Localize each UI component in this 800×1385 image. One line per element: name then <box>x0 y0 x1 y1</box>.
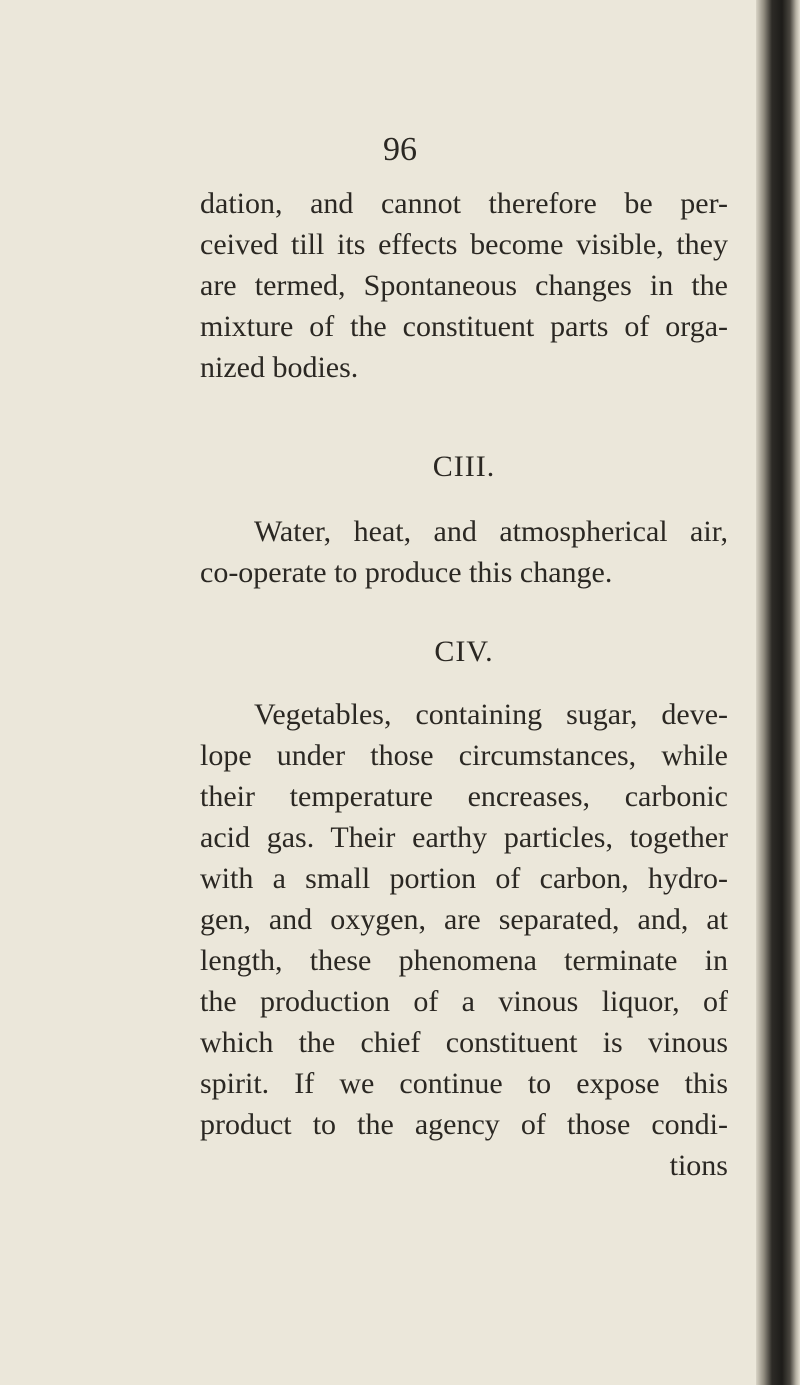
section-heading-civ: CIV. <box>434 635 494 668</box>
section-heading-ciii: CIII. <box>432 450 496 483</box>
text-line: Water, heat, and atmospherical air, <box>254 515 728 548</box>
catchword: tions <box>669 1149 728 1182</box>
text-line: acid gas. Their earthy particles, together <box>200 821 728 854</box>
text-line: spirit. If we continue to expose this <box>200 1067 728 1100</box>
text-line: length, these phenomena terminate in <box>200 944 728 977</box>
text-line: product to the agency of those condi- <box>200 1108 728 1141</box>
text-line: ceived till its effects become visible, they <box>200 228 728 261</box>
paragraph-1 <box>200 183 728 388</box>
text-line: which the chief constituent is vinous <box>200 1026 728 1059</box>
text-line: the production of a vinous liquor, of <box>200 985 728 1018</box>
paragraph-2 <box>200 511 728 593</box>
text-line: co-operate to produce this change. <box>200 556 613 589</box>
text-line: nized bodies. <box>200 351 359 384</box>
text-line: mixture of the constituent parts of orga- <box>200 310 728 343</box>
page-binding-edge <box>756 0 800 1385</box>
page-number: 96 <box>383 131 417 168</box>
text-line: with a small portion of carbon, hydro- <box>200 862 728 895</box>
text-line: dation, and cannot therefore be per- <box>200 187 728 220</box>
paragraph-3 <box>200 694 728 1186</box>
text-line: gen, and oxygen, are separated, and, at <box>200 903 728 936</box>
text-line: Vegetables, containing sugar, deve- <box>254 698 728 731</box>
text-line: their temperature encreases, carbonic <box>200 780 728 813</box>
text-line: are termed, Spontaneous changes in the <box>200 269 728 302</box>
text-line: lope under those circumstances, while <box>200 739 728 772</box>
